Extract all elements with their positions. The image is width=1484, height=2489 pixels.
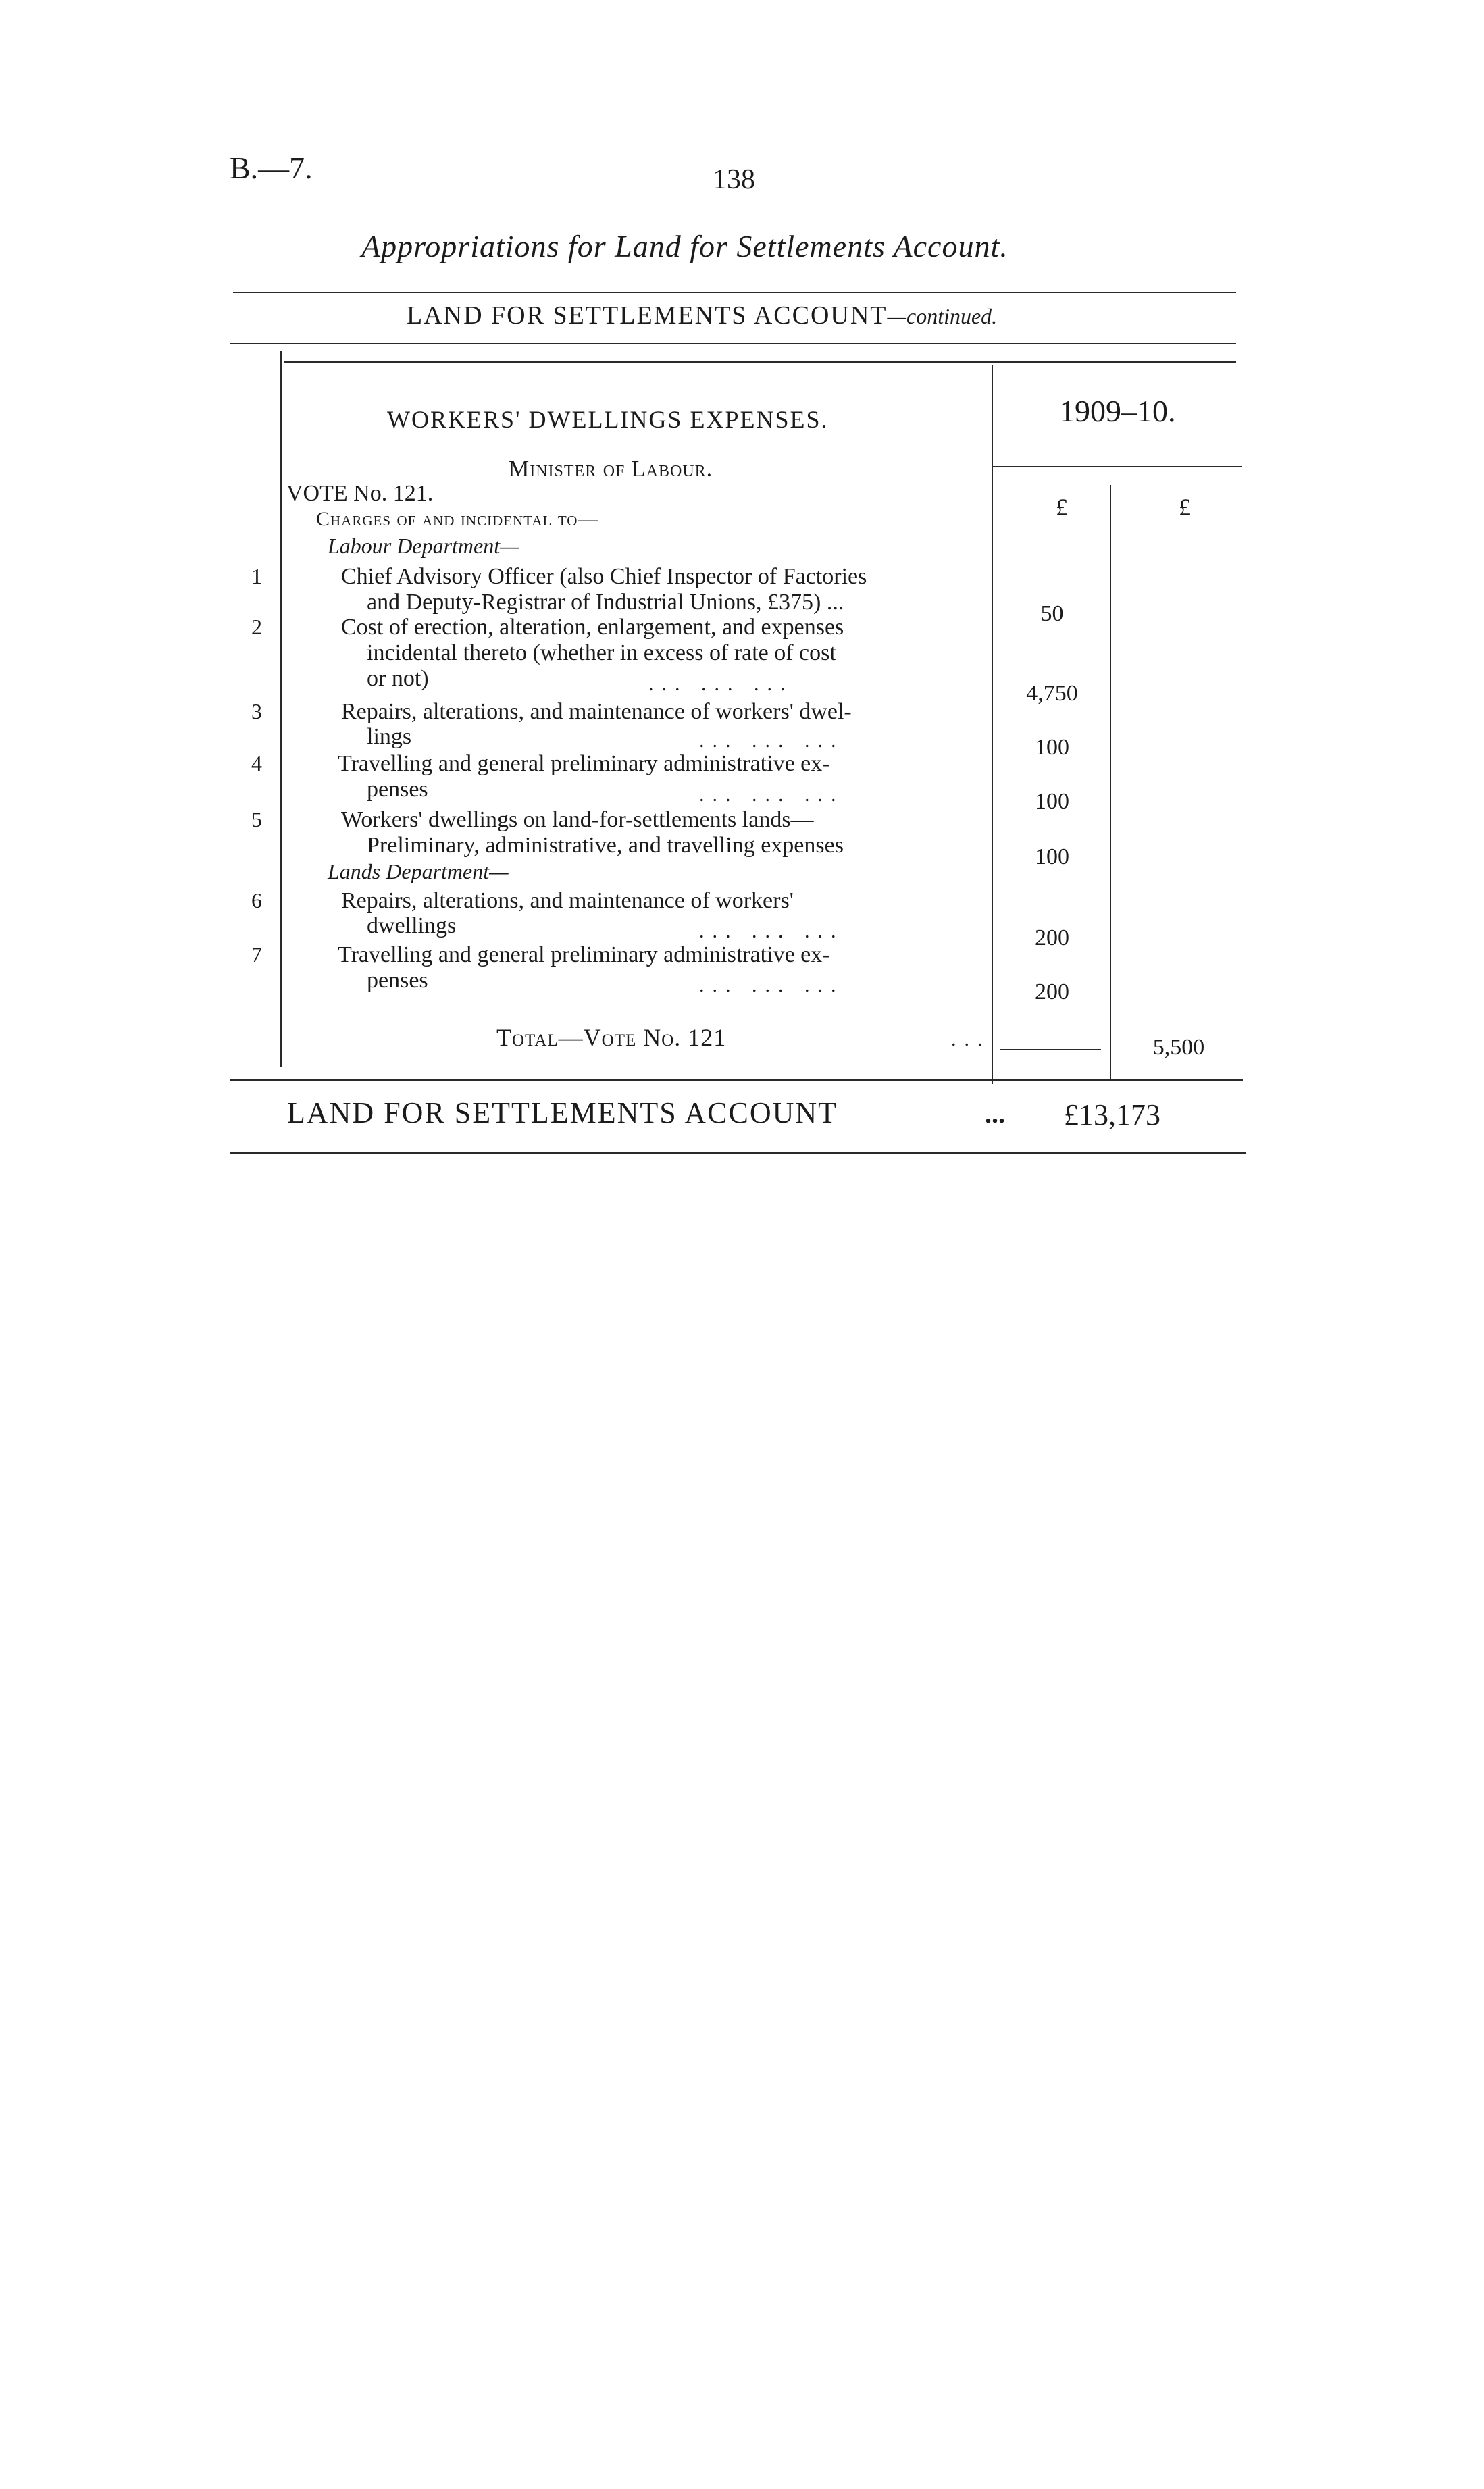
item-amount: 200 [1035,925,1069,950]
bottom-rule [230,1152,1246,1154]
item-number: 6 [251,888,262,913]
item-number: 3 [251,699,262,723]
item-number: 5 [251,807,262,831]
account-heading [407,301,997,330]
vote-total-amount: 5,500 [1152,1035,1205,1060]
item-text-line: Chief Advisory Officer (also Chief Inspector of Factories [341,564,867,589]
item-amount: 100 [1035,844,1069,869]
leader-dots: ... ... ... [699,974,844,996]
account-heading-suffix: —continued. [887,304,998,328]
charges-heading: Charges of and incidental to— [316,508,599,530]
table-top-rule [284,361,1236,363]
section-title: WORKERS' DWELLINGS EXPENSES. [387,406,829,433]
year-heading: 1909–10. [1059,394,1176,428]
item-text-line: Cost of erection, alteration, enlargement, and expenses [341,615,844,640]
currency-heading-2: £ [1179,494,1191,521]
page-title: Appropriations for Land for Settlements Account. [361,229,1008,263]
item-amount: 50 [1040,601,1064,626]
minister-heading: Minister of Labour. [509,457,713,482]
item-text-line: and Deputy-Registrar of Industrial Unions, £375) ... [367,590,844,615]
account-total-dots: ... [985,1098,1005,1129]
item-number: 2 [251,615,262,639]
item-text-line: Travelling and general preliminary administrative ex- [338,942,830,967]
amount-column-border [992,365,993,1084]
item-text-line: Workers' dwellings on land-for-settlements lands— [341,807,814,832]
item-number: 1 [251,564,262,588]
account-total-label: LAND FOR SETTLEMENTS ACCOUNT [287,1096,838,1129]
page-number: 138 [713,164,755,195]
item-number: 7 [251,942,262,967]
item-number: 4 [251,751,262,775]
leader-dots: ... ... ... [699,920,844,942]
item-text-line: incidental thereto (whether in excess of rate of cost [367,640,836,665]
item-amount: 100 [1035,735,1069,760]
item-text-line: penses [367,777,428,802]
top-rule [233,292,1236,293]
currency-heading-1: £ [1056,494,1068,521]
item-text-line: Travelling and general preliminary administrative ex- [338,751,830,776]
leader-dots: ... ... ... [699,784,844,806]
vote-heading: VOTE No. 121. [286,481,434,506]
item-amount: 4,750 [1026,681,1078,706]
item-text-line: Repairs, alterations, and maintenance of workers' [341,888,794,913]
lands-department-heading: Lands Department— [328,859,509,883]
subtotal-rule [1000,1049,1101,1050]
item-text-line: Preliminary, administrative, and travelling expenses [367,833,844,858]
item-text-line: penses [367,968,428,993]
leader-dots: ... [951,1028,991,1050]
table-left-border [280,351,282,1067]
item-text-line: dwellings [367,913,457,938]
account-total-amount: £13,173 [1064,1098,1160,1131]
item-amount: 200 [1035,979,1069,1004]
vote-total-label: Total—Vote No. 121 [496,1024,727,1051]
item-amount: 100 [1035,789,1069,814]
item-text-line: or not) [367,666,429,691]
heading-rule [230,343,1236,344]
leader-dots: ... ... ... [648,673,794,695]
item-text-line: Repairs, alterations, and maintenance of workers' dwel- [341,699,852,724]
leader-dots: ... ... ... [699,729,844,752]
document-code: B.—7. [230,151,313,185]
account-heading-main: LAND FOR SETTLEMENTS ACCOUNT [407,301,888,330]
item-text-line: lings [367,724,412,749]
labour-department-heading: Labour Department— [328,534,519,558]
table-bottom-rule [230,1079,1243,1081]
year-underline [992,466,1242,467]
